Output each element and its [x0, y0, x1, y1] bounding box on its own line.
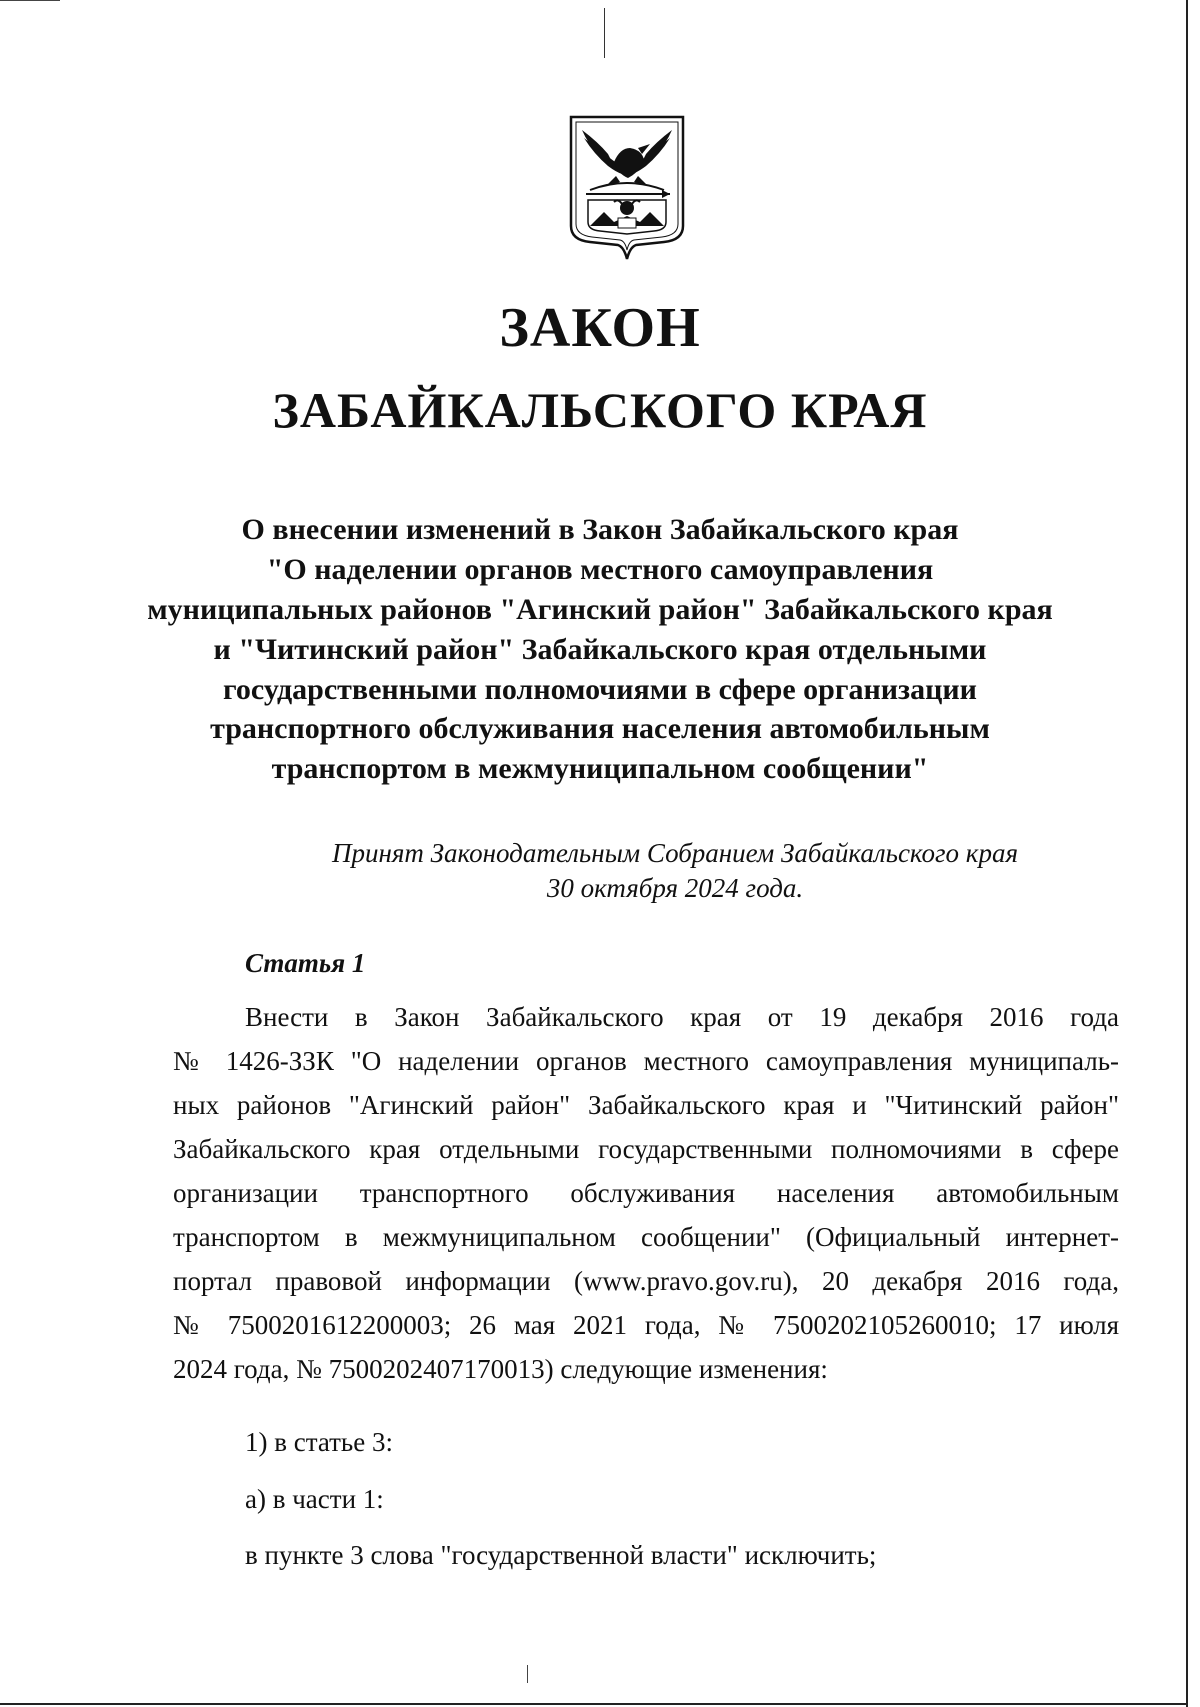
subtitle-line: государственными полномочиями в сфере организации [223, 672, 977, 706]
adoption-date: 30 октября 2024 года. [546, 873, 804, 904]
scan-edge-top [0, 0, 60, 1]
paragraph-line: № 7500201612200003; 26 мая 2021 года, № 7500202105260010; 17 июля [173, 1310, 1119, 1340]
coat-of-arms-icon [568, 114, 686, 262]
subtitle-line: "О наделении органов местного самоуправления [266, 552, 934, 586]
paragraph-line: Забайкальского края отдельными государственными полномочиями в сфере [173, 1134, 1119, 1164]
subtitle-line: транспортом в межмуниципальном сообщении" [271, 752, 929, 786]
article-heading: Статья 1 [245, 948, 366, 978]
law-title: ЗАКОН [499, 297, 701, 359]
region-title: ЗАБАЙКАЛЬСКОГО КРАЯ [272, 382, 928, 438]
amendment-subitem: а) в части 1: [245, 1484, 384, 1514]
paragraph-line: портал правовой информации (www.pravo.gov.ru), 20 декабря 2016 года, [173, 1266, 1119, 1296]
scan-mark-bottom [527, 1665, 528, 1683]
scan-edge-right [1186, 0, 1188, 1707]
amendment-item: 1) в статье 3: [245, 1427, 393, 1457]
scan-mark-top [604, 8, 605, 58]
adoption-note [290, 836, 1060, 906]
subtitle-line: и "Читинский район" Забайкальского края отдельными [213, 632, 987, 666]
article-paragraph [173, 995, 1119, 1391]
adoption-body: Принят Законодательным Собранием Забайкальского края [331, 838, 1018, 868]
paragraph-line: Внести в Закон Забайкальского края от 19 декабря 2016 года [245, 1002, 1119, 1032]
law-subtitle [120, 510, 1080, 789]
subtitle-line: О внесении изменений в Закон Забайкальского края [241, 513, 959, 546]
subtitle-line: транспортного обслуживания населения автомобильным [210, 712, 990, 746]
paragraph-line: транспортом в межмуниципальном сообщении" (Официальный интернет- [173, 1222, 1119, 1252]
subtitle-line: муниципальных районов "Агинский район" Забайкальского края [147, 592, 1053, 626]
paragraph-line: 2024 года, № 7500202407170013) следующие изменения: [173, 1354, 828, 1384]
amendment-clause: в пункте 3 слова "государственной власти" исключить; [245, 1540, 877, 1570]
paragraph-line: ных районов "Агинский район" Забайкальского края и "Читинский район" [173, 1090, 1119, 1120]
paragraph-line: № 1426-ЗЗК "О наделении органов местного самоуправления муниципаль- [173, 1046, 1119, 1076]
paragraph-line: организации транспортного обслуживания населения автомобильным [173, 1178, 1119, 1208]
scan-edge-bottom [0, 1703, 1186, 1705]
